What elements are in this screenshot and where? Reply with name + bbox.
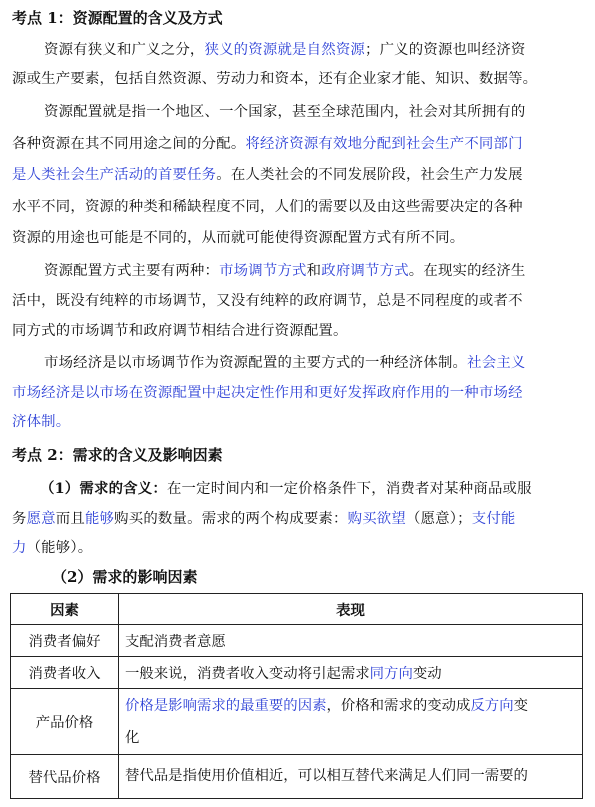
highlight-text: 政府调节方式: [321, 263, 409, 279]
text-run: 变动: [412, 666, 442, 682]
highlight-text: 购买欲望: [347, 511, 406, 527]
paragraph-line: [12, 197, 585, 217]
subheading: （1）需求的含义：: [40, 480, 167, 497]
text-run: 资源的用途也可能是不同的，从而就可能使得资源配置方式有所不同。: [12, 230, 465, 246]
table-row: [11, 657, 583, 689]
text-run: 。在现实的经济生: [408, 263, 526, 279]
table-row: [11, 689, 583, 755]
description-cell: [119, 657, 583, 689]
factors-title: （2）需求的影响因素: [52, 568, 198, 586]
paragraph-line: [40, 479, 585, 499]
description-cell: [119, 625, 583, 657]
header-performance: 表现: [119, 594, 583, 625]
text-run: 支配消费者意愿: [125, 634, 226, 650]
text-run: （愿意）；: [405, 511, 472, 527]
text-run: 务: [12, 511, 27, 527]
demand-factors-table: [10, 593, 583, 799]
paragraph-line: 活中，既没有纯粹的市场调节，又没有纯粹的政府调节，总是不同程度的或者不: [12, 293, 523, 309]
highlight-text: 市场调节方式: [219, 263, 307, 279]
text-run: 水平不同，资源的种类和稀缺程度不同，人们的需要以及由这些需要决定的各种: [12, 199, 523, 215]
text-run: 一般来说，消费者收入变动将引起需求: [125, 666, 370, 682]
highlight-text: 力: [12, 540, 27, 556]
highlight-text: 狭义的资源就是自然资源: [204, 42, 365, 58]
paragraph-line: [44, 353, 585, 373]
highlight-text: 将经济资源有效地分配到社会生产不同部门: [245, 136, 523, 152]
text-run: 资源配置方式主要有两种：: [44, 263, 220, 279]
text-run: 购买的数量。需求的两个构成要素：: [114, 511, 348, 527]
text-run: 资源有狭义和广义之分，: [44, 42, 205, 58]
text-run: 变: [513, 697, 528, 714]
text-run: 替代品是指使用价值相近，可以相互替代来满足人们同一需要的: [125, 768, 528, 784]
paragraph-line: [44, 102, 585, 122]
section-1-title: 考点 1：资源配置的含义及方式: [12, 9, 223, 27]
text-run: 资源配置就是指一个地区、一个国家，甚至全球范围内，社会对其所拥有的: [44, 104, 526, 120]
paragraph-line: [12, 69, 585, 89]
section-2-title: 考点 2：需求的含义及影响因素: [12, 446, 223, 464]
text-run: 在一定时间内和一定价格条件下，消费者对某种商品或服: [166, 481, 532, 497]
text-run: 。在人类社会的不同发展阶段，社会生产力发展: [216, 167, 523, 183]
factor-cell: 产品价格: [11, 689, 119, 755]
header-factor: 因素: [11, 594, 119, 625]
highlight-text: 支付能: [471, 511, 516, 527]
highlight-text: 能够: [84, 511, 115, 527]
text-run: ；广义的资源也叫经济资: [365, 42, 526, 58]
text-run: 各种资源在其不同用途之间的分配。: [12, 136, 246, 152]
paragraph-line: [12, 165, 585, 185]
text-run: （能够）。: [26, 540, 93, 556]
factor-cell: 替代品价格: [11, 755, 119, 799]
factor-cell: 消费者偏好: [11, 625, 119, 657]
paragraph-line: [12, 538, 585, 558]
highlight-text: 社会主义: [467, 355, 526, 371]
highlight-text: 同方向: [369, 666, 413, 682]
description-cell: [119, 689, 583, 755]
text-run: 而且: [55, 511, 85, 527]
text-run: 化: [125, 729, 140, 746]
description-cell: [119, 755, 583, 799]
text-run: 市场经济是以市场调节作为资源配置的主要方式的一种经济体制。: [44, 355, 468, 371]
paragraph-line: 同方式的市场调节和政府调节相结合进行资源配置。: [12, 323, 348, 339]
paragraph-line: [12, 509, 585, 529]
table-row: [11, 625, 583, 657]
paragraph-line: [12, 134, 585, 154]
highlight-text: 价格是影响需求的最重要的因素: [125, 697, 327, 714]
table-header-row: [11, 594, 583, 625]
paragraph-line: 市场经济是以市场在资源配置中起决定性作用和更好发挥政府作用的一种市场经: [12, 385, 523, 401]
highlight-text: 是人类社会生产活动的首要任务: [12, 167, 217, 183]
factor-cell: 消费者收入: [11, 657, 119, 689]
paragraph-line: [44, 40, 585, 60]
paragraph-line: 济体制。: [12, 414, 71, 430]
paragraph-line: [44, 261, 585, 281]
paragraph-line: [12, 228, 585, 248]
text-run: 和: [306, 263, 322, 279]
text-run: ，价格和需求的变动成: [326, 697, 471, 714]
highlight-text: 反方向: [470, 697, 514, 714]
table-row: [11, 755, 583, 799]
highlight-text: 愿意: [26, 511, 56, 527]
text-run: 源或生产要素，包括自然资源、劳动力和资本，还有企业家才能、知识、数据等。: [12, 71, 538, 87]
